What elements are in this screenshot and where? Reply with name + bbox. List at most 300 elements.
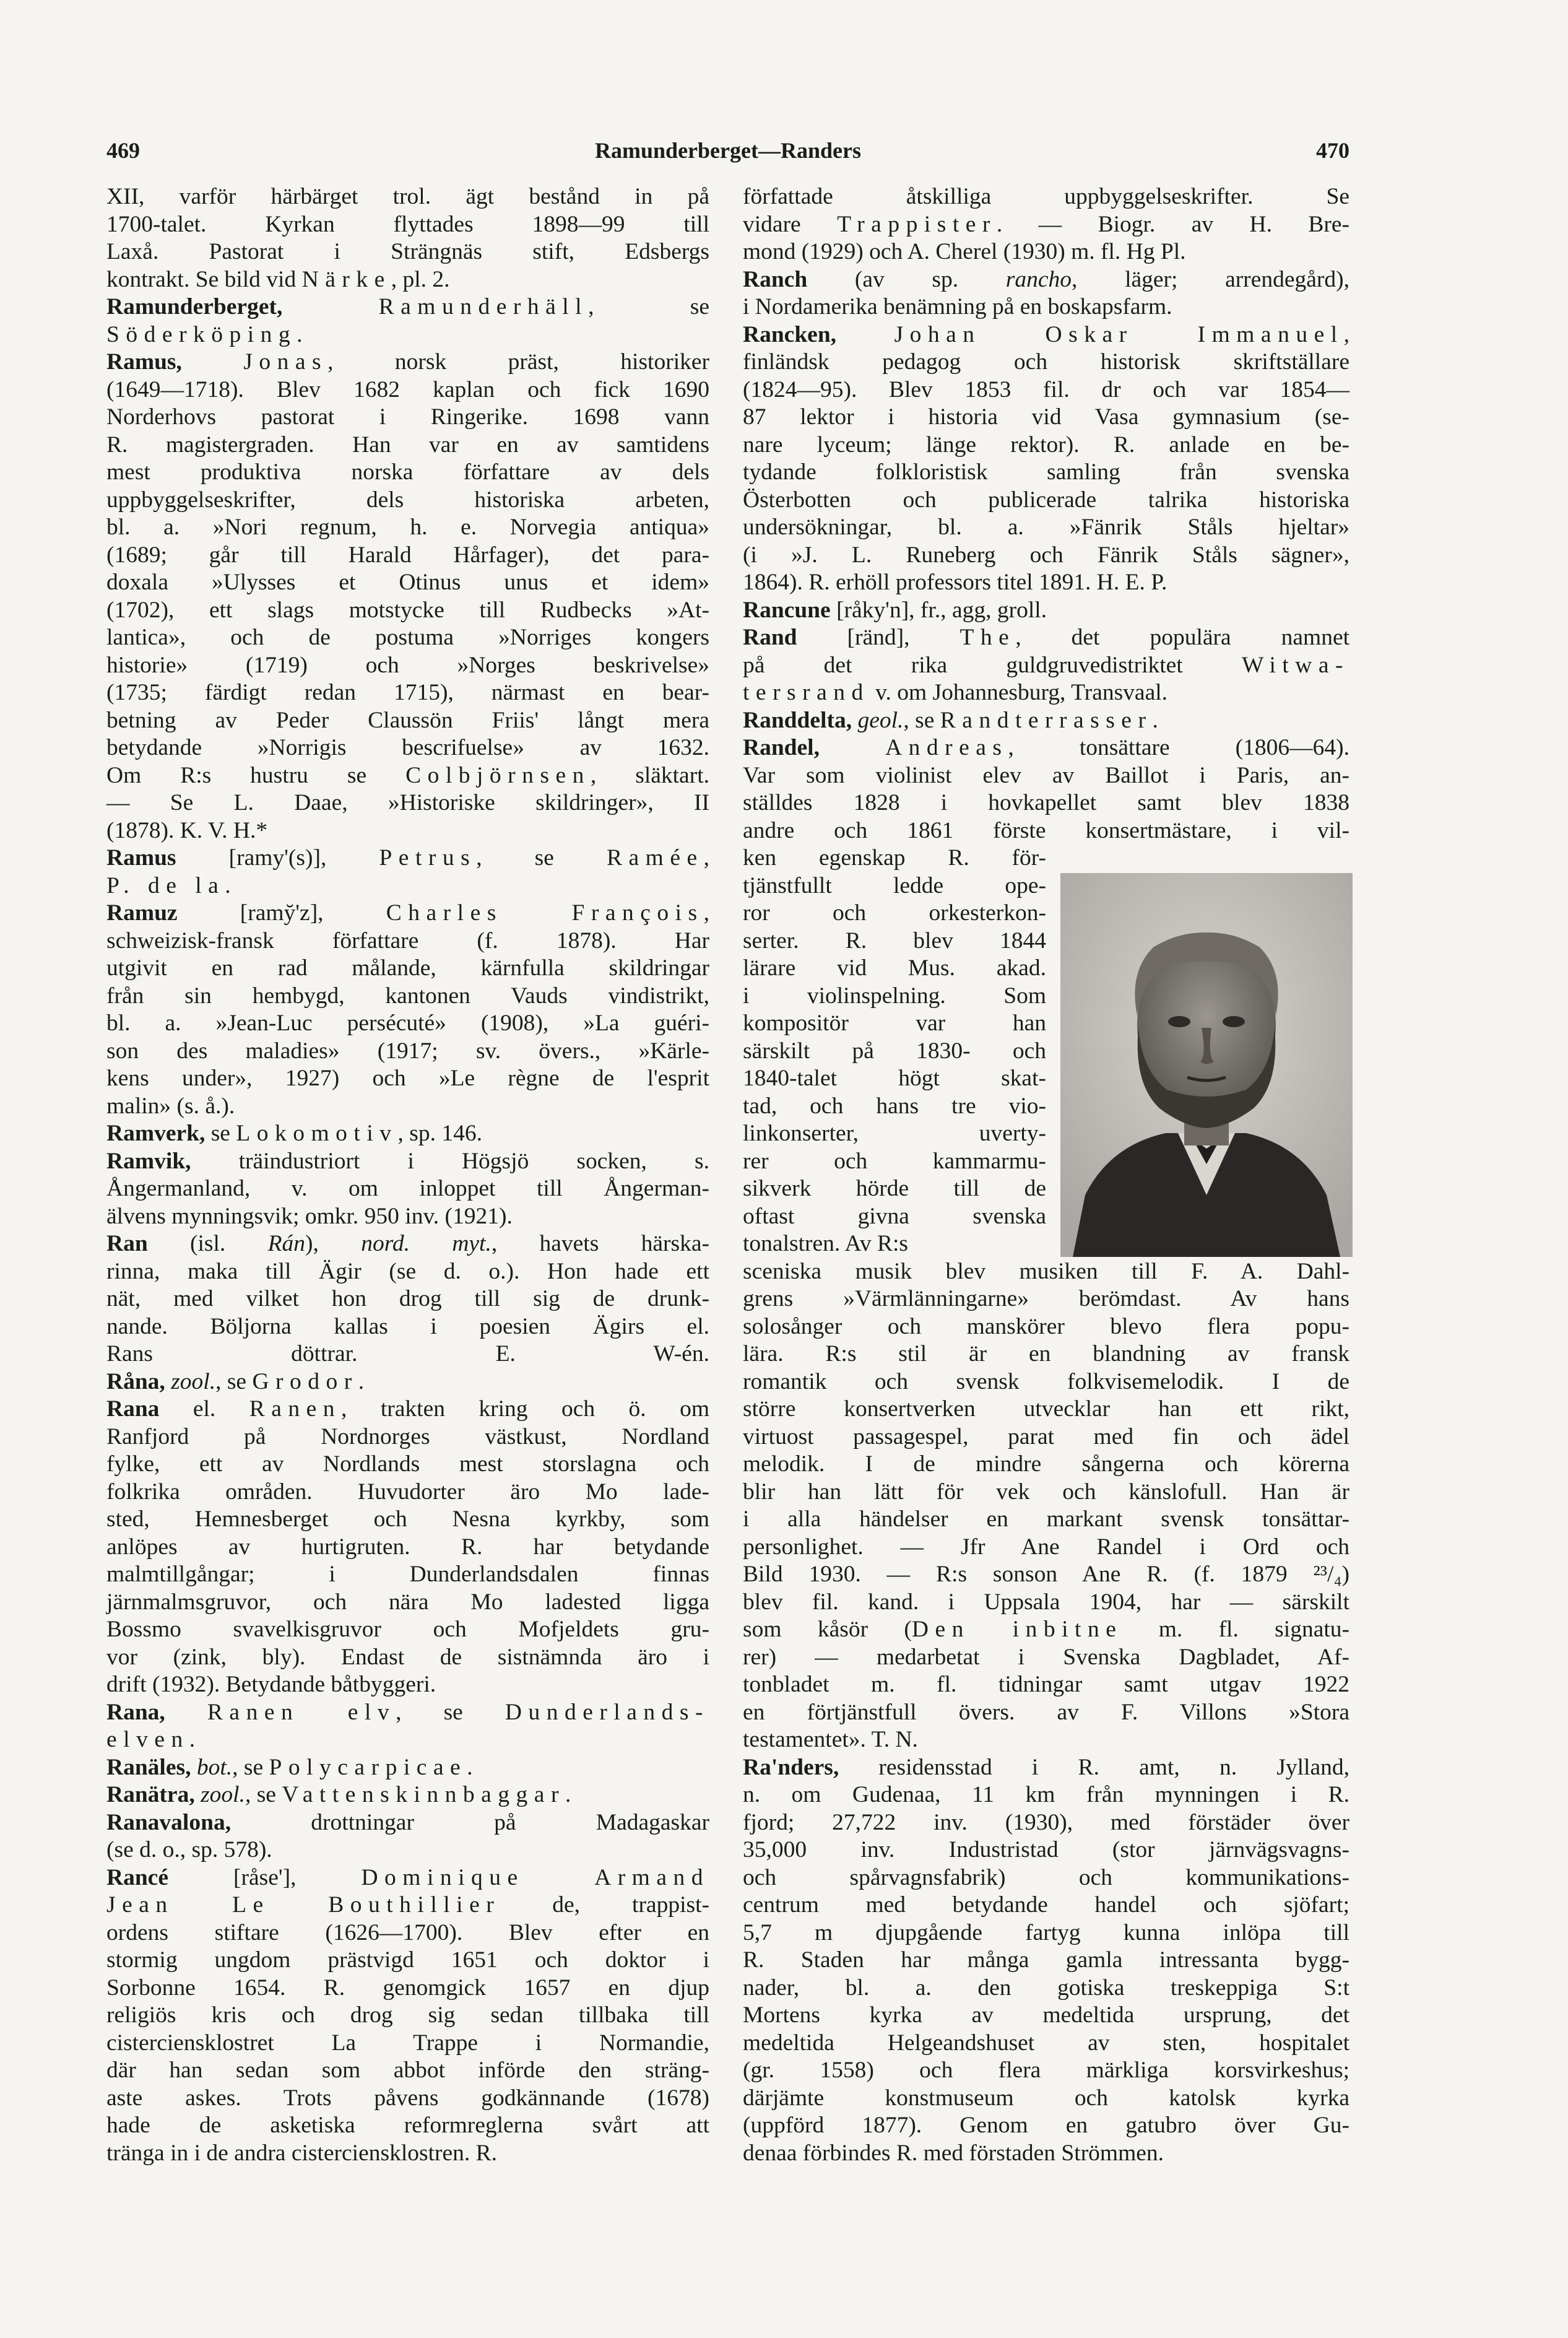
text-run: där han sedan som abbot införde den sträng- [106,2058,709,2083]
entry-headword: Randel, [743,735,820,760]
entry-headword: Rancken, [743,321,837,347]
text-line [106,1754,709,1782]
text-run: (av sp. [807,266,1006,292]
text-run: (1878). K. V. H.* [106,817,268,843]
text-run: , se [903,707,940,733]
text-run: . [1152,707,1158,733]
page-number-right: 470 [1316,138,1349,163]
text-run: Mortens kyrka av medeltida ursprung, det [743,2002,1349,2028]
entry-headword: Ramvik, [106,1148,191,1174]
entry-headword: Ranäles, [106,1754,191,1780]
text-line [106,321,709,349]
entry-headword: Ra'nders, [743,1754,839,1780]
text-line [106,1671,709,1699]
text-run: 1864). R. erhöll professors titel 1891. H. E. P. [743,570,1167,595]
text-line [106,1809,709,1837]
text-line [106,928,709,955]
text-line [106,1120,709,1148]
text-line [743,514,1349,542]
text-run: cisterciensklostret La Trappe i Normandie, [106,2030,709,2056]
text-run: anlöpes av hurtigruten. R. har betydande [106,1534,709,1560]
text-run: nare lyceum; länge rektor). R. anlade en be- [743,432,1349,458]
text-run: (1649—1718). Blev 1682 kaplan och fick 1690 [106,376,709,402]
text-line [743,1644,1349,1672]
text-run: rer och kammarmu- [743,1148,1046,1174]
text-run: i Nordamerika benämning på en boskapsfarm. [743,294,1172,319]
text-run: , [703,900,709,926]
entry-headword: Ramuz [106,900,178,926]
text-run: Jonas [243,349,328,375]
text-run: personlighet. — Jfr Ane Randel i Ord och [743,1534,1349,1560]
text-run: rinna, maka till Ägir (se d. o.). Hon hade ett [106,1258,709,1284]
text-line [743,266,1349,294]
text-run: (i »J. L. Runeberg och Fänrik Ståls sägner», [743,542,1349,568]
text-run: 1700-talet. Kyrkan flyttades 1898—99 till [106,211,709,237]
text-run: [råse'], [168,1864,362,1890]
text-run: centrum med betydande handel och sjöfart; [743,1892,1349,1918]
entry-headword: Rancé [106,1864,168,1890]
text-run: malmtillgångar; i Dunderlandsdalen finnas [106,1562,709,1587]
text-run: [ränd], [797,625,960,650]
text-run: Petrus [379,845,477,871]
text-run: vidare [743,211,838,237]
text-run: Var som violinist elev av Baillot i Paris, an- [743,762,1349,788]
text-run: ror och orkesterkon- [743,900,1046,926]
text-run: Ångermanland, v. om inloppet till Ångerman- [106,1176,709,1201]
text-line [106,1065,709,1093]
text-line [106,1975,709,2002]
text-run: solosånger och manskörer blevo flera popu- [743,1313,1349,1339]
text-run: [ramy̆'z], [177,900,386,926]
text-run: , sp. 146. [397,1121,482,1146]
text-run: romantik och svensk folkvisemelodik. I de [743,1368,1349,1394]
text-run: ken egenskap R. för- [743,845,1046,871]
text-line [743,1699,1349,1727]
text-line [743,1726,1349,1754]
text-line [743,872,1046,900]
text-line [743,707,1349,735]
text-run: från sin hembygd, kantonen Vauds vindistrikt, [106,983,709,1009]
text-line [106,1644,709,1672]
text-run: Randterrasser [940,707,1153,733]
text-run: de, trappist- [500,1892,709,1918]
text-run: Dunderlands- [505,1699,709,1725]
text-line [743,1892,1349,1919]
text-run: zool. [171,1368,216,1394]
text-run: Ranen [249,1396,342,1422]
text-run: The [959,625,1016,650]
text-run: (gr. 1558) och flera märkliga korsvirkeshus; [743,2058,1349,2083]
text-line [743,1671,1349,1699]
text-run: sikverk hörde till de [743,1176,1046,1201]
text-run: Jean Le Bouthillier [106,1892,501,1918]
text-line [106,1506,709,1534]
text-run: elven [106,1727,189,1752]
text-run: . [225,872,231,898]
text-run: R. magistergraden. Han var en av samtidens [106,432,709,458]
text-run: , se [232,1754,269,1780]
text-run: järnmalmsgruvor, och nära Mo ladested ligga [106,1589,709,1615]
text-run: tonbladet m. fl. tidningar samt utgav 1922 [743,1672,1349,1697]
text-run: (1824—95). Blev 1853 fil. dr och var 1854— [743,376,1349,402]
text-run: i violinspelning. Som [743,983,1046,1009]
text-run: drift (1932). Betydande båtbyggeri. [106,1672,436,1697]
text-run: fjord; 27,722 inv. (1930), med förstäder över [743,1809,1349,1835]
text-run: betydande »Norrigis bescrifuelse» av 1632. [106,735,709,760]
text-line [106,1947,709,1975]
text-run: Bild 1930. — R:s sonson Ane R. (f. 1879 ²³/₄) [743,1562,1349,1587]
text-run: bot. [196,1754,233,1780]
portrait-andreas-randel [1060,873,1353,1257]
text-line [743,376,1349,404]
text-line [106,597,709,625]
text-line [106,1781,709,1809]
text-run: melodik. I de mindre sångerna och körerna [743,1451,1349,1477]
text-run: Colbjörnsen [405,762,591,788]
entry-headword: Råna, [106,1368,165,1394]
text-run: undersökningar, bl. a. »Fänrik Ståls hjeltar» [743,515,1349,540]
text-run: som kåsör ( [743,1617,912,1642]
text-run: serter. R. blev 1844 [743,928,1046,954]
text-run: andre och 1861 förste konsertmästare, i vil- [743,817,1349,843]
text-run: , läger; arrendegård), [1072,266,1349,292]
text-run: Om R:s hustru se [106,762,406,788]
text-run [165,1369,171,1394]
left-column [106,183,709,2167]
text-run: . [297,321,303,347]
text-run: fylke, ett av Nordlands mest storslagna och [106,1451,709,1477]
text-run: . [358,1368,365,1394]
text-line [743,569,1349,597]
text-run: lantica», och de postuma »Norriges kongers [106,625,709,650]
text-run: tydande folkloristisk samling från svenska [743,459,1349,485]
text-run [165,1700,207,1725]
text-run: (se d. o., sp. 578). [106,1837,272,1862]
text-line [106,1313,709,1341]
text-line [106,487,709,515]
text-run: rancho [1005,266,1072,292]
text-line [106,1919,709,1947]
text-line [106,624,709,652]
text-run: denaa förbindes R. med förstaden Strömmen. [743,2140,1164,2166]
text-line [743,983,1046,1010]
text-run: Närke [301,266,391,292]
text-run: 1840-talet högt skat- [743,1066,1046,1091]
text-line [106,1010,709,1038]
text-line [743,1230,1046,1258]
text-line [106,569,709,597]
text-run: Witwa- [1242,652,1349,678]
text-run: Ranfjord på Nordnorges västkust, Nordland [106,1423,709,1449]
text-run: Johan Oskar Immanuel [894,321,1344,347]
text-line [743,900,1046,928]
text-line [106,955,709,983]
text-line [106,1175,709,1203]
text-line [743,1258,1349,1286]
text-run: en förtjänstfull övers. av F. Villons »Stora [743,1699,1349,1725]
text-run: geol. [857,707,904,733]
text-run: kontrakt. Se bild vid [106,266,302,292]
text-line [106,2085,709,2113]
portrait-image [1060,873,1353,1257]
text-line [106,1892,709,1919]
running-title: Ramunderberget—Randers [595,138,861,163]
text-run: , se [588,294,709,319]
text-run: el. [159,1396,249,1422]
entry-headword: Rand [743,625,797,650]
text-line [106,459,709,487]
text-run: och spårvagnsfabrik) och kommunikations- [743,1864,1349,1890]
text-line [743,349,1349,376]
text-run: Den inbitne [911,1617,1123,1642]
text-line [743,817,1349,845]
text-line [106,1589,709,1617]
text-run: — Se L. Daae, »Historiske skildringer», II [106,790,709,815]
text-run: Rans döttrar. E. W-én. [106,1341,709,1367]
text-line [743,1010,1046,1038]
text-run: , se [245,1782,282,1807]
text-run: Polycarpicae [269,1754,467,1780]
text-line [106,376,709,404]
text-line [743,1616,1349,1644]
text-line [106,1836,709,1864]
text-line [743,183,1349,211]
text-run: Lokomotiv [236,1121,398,1146]
text-run: , [1343,321,1350,347]
text-run: Dominique Armand [361,1864,709,1890]
text-run: lärare vid Mus. akad. [743,955,1046,981]
text-line [743,1120,1046,1148]
text-run: Bossmo svavelkisgruvor och Mofjeldets gru- [106,1617,709,1642]
text-run [836,322,894,347]
text-run: tränga in i de andra cisterciensklostren. R. [106,2140,498,2166]
entry-headword: Ramunderberget, [106,294,283,319]
text-run: , pl. 2. [391,266,450,292]
text-run: grens »Värmlänningarne» berömdast. Av hans [743,1286,1349,1311]
text-run: . [189,1727,196,1752]
text-run: religiös kris och drog sig sedan tillbaka till [106,2002,709,2028]
text-run: därjämte konstmuseum och katolsk kyrka [743,2085,1349,2111]
text-line [106,293,709,321]
text-run: kens under», 1927) och »Le règne de l'esprit [106,1066,709,1091]
text-run: Laxå. Pastorat i Strängnäs stift, Edsbergs [106,239,709,264]
text-run: schweizisk-fransk författare (f. 1878). Har [106,928,709,954]
text-line [743,1809,1349,1837]
text-line [106,1285,709,1313]
text-line [743,2140,1349,2168]
text-line [106,404,709,432]
text-run [820,735,885,760]
text-line [743,1341,1349,1368]
text-run: i alla händelser en markant svensk tonsättar- [743,1506,1349,1532]
text-run: , norsk präst, historiker [327,349,709,375]
entry-headword: Ramus [106,845,176,871]
text-run: nord. myt. [361,1231,492,1256]
entry-headword: Ramus, [106,349,182,375]
text-line [743,1423,1349,1451]
text-line [743,211,1349,239]
text-run [191,1755,196,1780]
text-run: drottningar på Madagaskar [231,1809,709,1835]
text-run: Grodor [252,1368,358,1394]
text-line [743,2030,1349,2058]
text-line [106,514,709,542]
text-line [743,1479,1349,1506]
text-line [106,1616,709,1644]
text-run: Sorbonne 1654. R. genomgick 1657 en djup [106,1975,709,2001]
text-run: aste askes. Trots påvens godkännande (1678) [106,2085,709,2111]
text-run: sted, Hemnesberget och Nesna kyrkby, som [106,1506,709,1532]
text-run: zool. [201,1782,245,1807]
text-run: son des maladies» (1917; sv. övers., »Kärle- [106,1038,709,1064]
text-run: oftast givna svenska [743,1203,1046,1229]
text-run: på det rika guldgruvedistriktet [743,652,1242,678]
text-line [743,321,1349,349]
text-line [106,1534,709,1562]
text-line [106,1341,709,1368]
text-run [282,294,378,319]
text-run: kompositör var han [743,1010,1046,1036]
text-run: (1702), ett slags motstycke till Rudbecks »At- [106,597,709,623]
text-run: Vattenskinnbaggar [282,1782,565,1807]
text-line [743,762,1349,790]
text-run: , se [396,1699,505,1725]
text-run: , se [476,845,607,871]
text-run: n. om Gudenaa, 11 km från mynningen i R. [743,1782,1349,1807]
text-run: 5,7 m djupgående fartyg kunna inlöpa till [743,1919,1349,1945]
text-line [743,1781,1349,1809]
text-run: historie» (1719) och »Norges beskrivelse» [106,652,709,678]
entry-headword: Rana [106,1396,160,1422]
text-run: Trappister [837,211,997,237]
text-run: , havets härska- [491,1231,709,1256]
text-run: , det populära namnet [1015,625,1350,650]
text-run: tonalstren. Av R:s [743,1231,909,1256]
text-line [743,1148,1046,1176]
entry-headword: Ran [106,1231,148,1256]
text-run: hade de asketiska reformreglerna svårt att [106,2113,709,2138]
text-line [743,624,1349,652]
text-line [106,900,709,928]
text-run: ordens stiftare (1626—1700). Blev efter en [106,1919,709,1945]
text-line [743,955,1046,983]
text-run: utgivit en rad målande, kärnfulla skildringar [106,955,709,981]
text-line [743,1038,1046,1066]
text-line [106,2057,709,2085]
text-line [743,487,1349,515]
text-run: , släktart. [590,762,709,788]
text-line [106,817,709,845]
text-run: rer) — medarbetat i Svenska Dagbladet, Af- [743,1644,1349,1670]
text-run: tad, och hans tre vio- [743,1093,1046,1119]
text-line [106,1699,709,1727]
entry-headword: Ramverk, [106,1121,206,1146]
text-line [106,266,709,294]
text-line [743,1864,1349,1892]
text-run: (1735; färdigt redan 1715), närmast en bear- [106,680,709,705]
text-run: Norderhovs pastorat i Ringerike. 1698 vann [106,404,709,430]
text-run: folkrika områden. Huvudorter äro Mo lade- [106,1479,709,1505]
text-line [743,2085,1349,2113]
text-run [195,1782,201,1807]
text-run: Söderköping [106,321,297,347]
text-line [106,1479,709,1506]
text-run: P. de la [106,872,225,898]
text-run: malin» (s. å.). [106,1093,235,1119]
text-line [743,928,1046,955]
text-line [106,2030,709,2058]
text-line [106,983,709,1010]
text-line [106,2112,709,2140]
text-line [106,1864,709,1892]
text-run: lära. R:s stil är en blandning av fransk [743,1341,1349,1367]
text-line [106,679,709,707]
text-line [106,1726,709,1754]
text-line [743,1065,1046,1093]
text-run: blir han lätt för vek och känslofull. Han är [743,1479,1349,1505]
text-run: se [205,1121,236,1146]
text-line [743,1561,1349,1589]
text-line [106,789,709,817]
text-line [106,542,709,570]
text-run: (uppförd 1877). Genom en gatubro över Gu- [743,2113,1349,2138]
text-line [106,1258,709,1286]
text-line [743,1203,1046,1231]
text-run: , [703,845,709,871]
entry-headword: Rana, [106,1699,165,1725]
text-run: v. om Johannesburg, Transvaal. [869,680,1168,705]
text-line [743,293,1349,321]
text-run: R. Staden har många gamla intressanta bygg- [743,1947,1349,1973]
text-line [743,1396,1349,1423]
text-line [743,2057,1349,2085]
text-line [743,432,1349,459]
page-number-left: 469 [106,138,140,163]
text-run: nader, bl. a. den gotiska treskeppiga S:t [743,1975,1349,2001]
text-line [743,238,1349,266]
page-header [106,137,1349,175]
text-line [106,707,709,735]
text-run: Österbotten och publicerade talrika historiska [743,487,1349,513]
text-line [743,652,1349,680]
text-run: [ramy'(s)], [176,845,379,871]
text-run: virtuost passagespel, parat med fin och ädel [743,1423,1349,1449]
text-line [106,872,709,900]
entry-headword: Rancune [743,597,831,623]
text-line [106,432,709,459]
text-run: (1689; går till Harald Hårfager), det para- [106,542,709,568]
text-run: residensstad i R. amt, n. Jylland, [839,1754,1349,1780]
text-run: Andreas [885,735,1008,760]
entry-headword: Ranätra, [106,1782,195,1807]
text-run: mest produktiva norska författare av dels [106,459,709,485]
text-line [743,459,1349,487]
text-run: nande. Böljorna kallas i poesien Ägirs el. [106,1313,709,1339]
text-run: 35,000 inv. Industristad (stor järnvägsvagns- [743,1837,1349,1862]
text-run: (isl. [147,1231,268,1256]
text-run: Ranen elv [207,1699,396,1725]
text-line [743,845,1046,872]
text-run: tersrand [743,680,870,705]
text-run: [råky'n], fr., agg, groll. [830,597,1047,623]
text-line [743,734,1349,762]
text-run: , se [215,1368,253,1394]
text-run: tjänstfullt ledde ope- [743,872,1046,898]
text-run: , tonsättare (1806—64). [1008,735,1350,760]
text-run: XII, varför härbärget trol. ägt bestånd in på [106,184,709,209]
text-run: träindustriort i Högsjö socken, s. [191,1148,709,1174]
text-line [106,1396,709,1423]
